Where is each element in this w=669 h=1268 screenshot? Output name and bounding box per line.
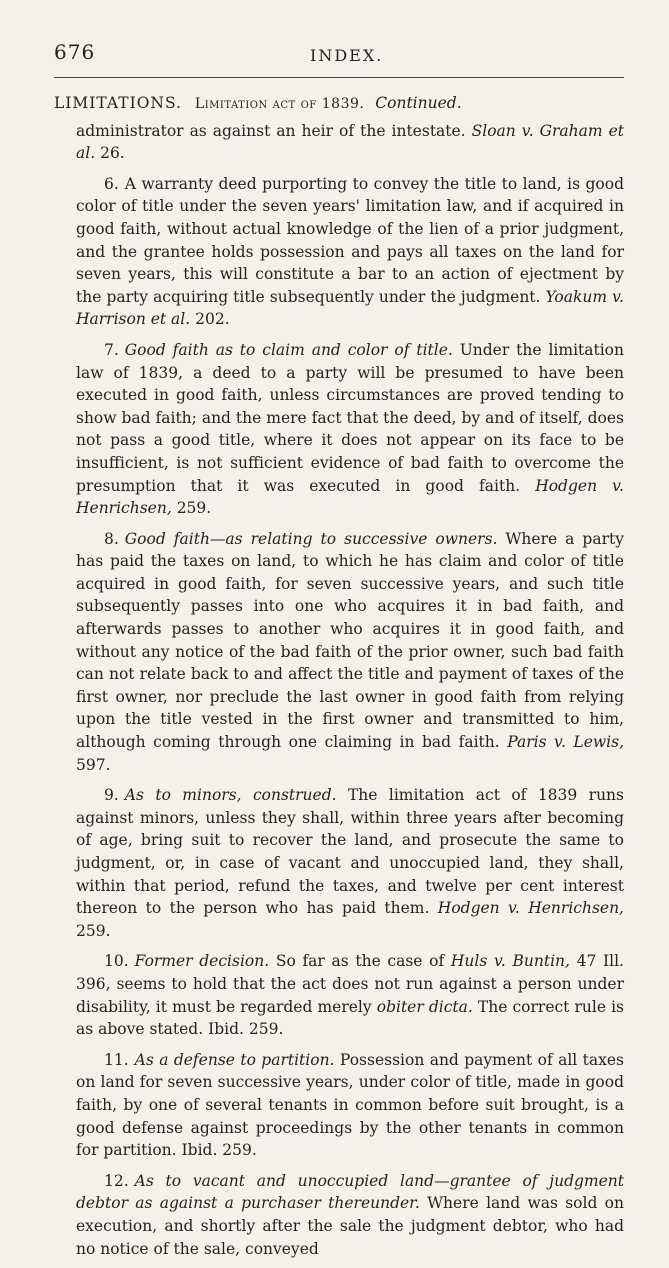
- entry-number: 6.: [104, 174, 119, 193]
- index-entry-6: 6. A warranty deed purporting to convey the title to land, is good color of title under the seven years' limitation law, and if acquired in good faith, without actual knowledge of the lien of a prior judgment, and the grantee holds possession and pays all taxes on the land for seven years, this will constitute a bar to an action of ejectment by the party acquiring title subsequently under the judgment. Yoakum v. Harrison et al. 202.: [76, 174, 624, 329]
- heading-continued: Continued.: [375, 94, 462, 112]
- continuation-paragraph: administrator as against an heir of the intestate. Sloan v. Graham et al. 26.: [76, 121, 624, 163]
- heading-subtitle: Limitation act of 1839.: [194, 96, 365, 112]
- index-entry-8: 8. Good faith—as relating to successive owners. Where a party has paid the taxes on land, to which he has claim and color of title acquired in good faith, for seven successive years, and such title subsequently passes into one who acquires it in bad faith, and afterwards passes to another who acquires it in good faith, and without any notice of the bad faith of the prior owner, such bad faith can not relate back to and affect the title and payment of taxes of the first owner, nor preclude the last owner in good faith from relying upon the title vested in the first owner and transmitted to him, although coming through one claiming in bad faith. Paris v. Lewis, 597.: [76, 529, 624, 774]
- entry-number: 9.: [104, 786, 119, 805]
- case-citation: Hodgen v. Henrichsen,: [437, 899, 624, 918]
- index-entry-9: 9. As to minors, construed. The limitation act of 1839 runs against minors, unless they shall, within three years after becoming of age, bring suit to recover the land, and prosecute the same to judgment, or, in case of vacant and unoccupied land, they shall, within that period, refund the taxes, and twelve per cent interest thereon to the person who has paid them. Hodgen v. Henrichsen, 259.: [76, 786, 624, 940]
- index-entry-12: 12. As to vacant and unoccupied land—grantee of judgment debtor as against a purchaser thereunder. Where land was sold on execution, and shortly after the sale the judgment debtor, who had no notice of the sale, conveyed: [76, 1171, 624, 1258]
- entry-topic: Good faith—as relating to successive owners.: [124, 529, 498, 548]
- entry-topic: As to minors, construed.: [124, 786, 337, 805]
- running-title: INDEX.: [310, 46, 384, 65]
- entry-number: 10.: [104, 952, 129, 971]
- section-heading: [54, 92, 624, 116]
- page-number: 676: [54, 40, 96, 64]
- case-citation: Paris v. Lewis,: [507, 733, 624, 752]
- entry-number: 8.: [104, 529, 119, 548]
- entry-topic: As to vacant and unoccupied land—grantee of judgment debtor as against a purchaser thereunder.: [76, 1171, 624, 1213]
- obiter-dicta: obiter dicta.: [376, 997, 473, 1016]
- case-citation: Huls v. Buntin,: [450, 952, 570, 971]
- page-header: [54, 40, 624, 70]
- entry-number: 11.: [104, 1050, 129, 1069]
- index-entry-7: 7. Good faith as to claim and color of title. Under the limitation law of 1839, a deed to a party will be presumed to have been executed in good faith, unless circumstances are proved tending to show bad faith; and the mere fact that the deed, by and of itself, does not pass a good title, where it does not appear on its face to be insufficient, is not sufficient evidence of bad faith to overcome the presumption that it was executed in good faith. Hodgen v. Henrichsen, 259.: [76, 340, 624, 518]
- entry-number: 12.: [104, 1171, 129, 1190]
- entry-number: 7.: [104, 340, 119, 359]
- entry-topic: As a defense to partition.: [134, 1050, 335, 1069]
- index-body: [54, 92, 625, 1268]
- case-citation: Sloan v. Graham et al.: [76, 121, 624, 163]
- index-entry-10: 10. Former decision. So far as the case of Huls v. Buntin, 47 Ill. 396, seems to hold that the act does not run against a person under disability, it must be regarded merely obiter dicta. The correct rule is as above stated. Ibid. 259.: [76, 952, 625, 1039]
- header-rule: [54, 77, 624, 78]
- heading-main: LIMITATIONS.: [54, 94, 182, 112]
- entry-topic: Good faith as to claim and color of title.: [124, 340, 453, 359]
- case-citation: Hodgen v. Henrichsen,: [76, 476, 624, 518]
- index-entry-11: 11. As a defense to partition. Possession and payment of all taxes on land for seven successive years, under color of title, made in good faith, by one of several tenants in common before suit brought, is a good defense against proceedings by the other tenants in common for partition. Ibid. 259.: [76, 1050, 624, 1160]
- case-citation: Yoakum v. Harrison et al.: [76, 287, 624, 329]
- entry-topic: Former decision.: [134, 952, 270, 971]
